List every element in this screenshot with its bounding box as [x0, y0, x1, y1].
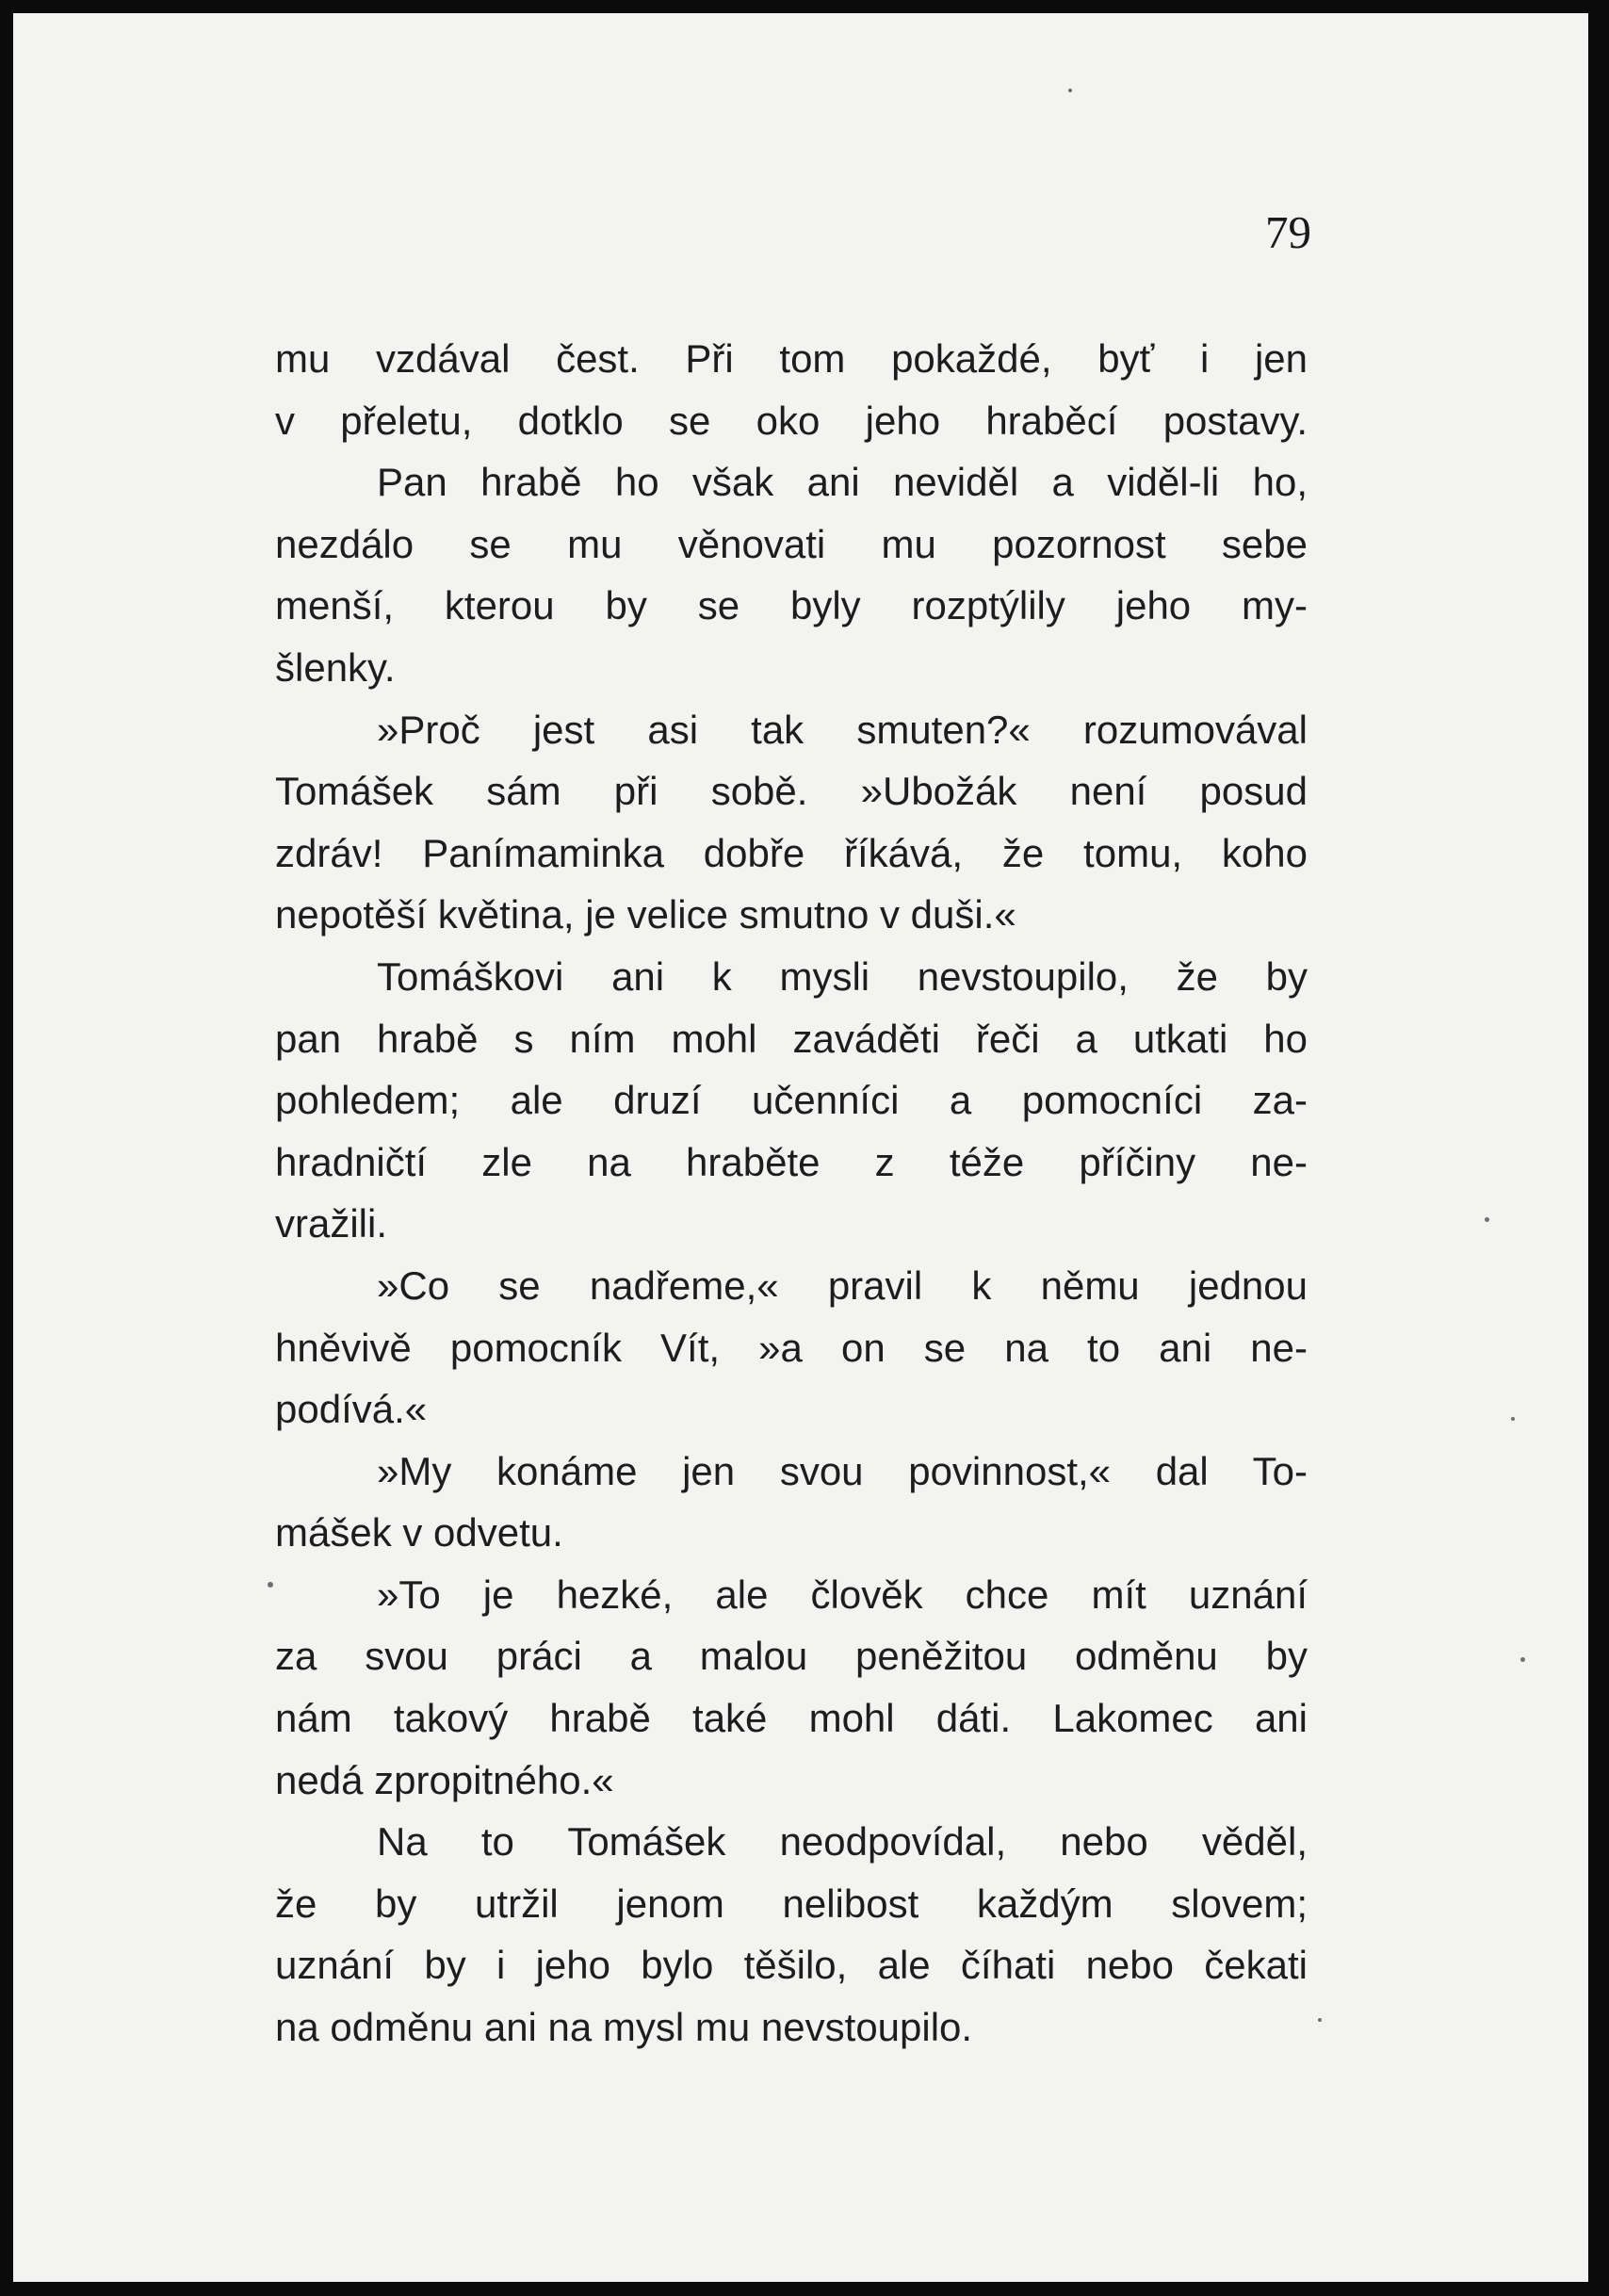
- text-line: že by utržil jenom nelibost každým slovem;: [275, 1881, 1308, 1926]
- text-line: nezdálo se mu věnovati mu pozornost sebe: [275, 521, 1308, 566]
- paper-speck: [1318, 2018, 1322, 2022]
- text-line: »To je hezké, ale člověk chce mít uznání: [377, 1571, 1308, 1617]
- text-line: mu vzdával čest. Při tom pokaždé, byť i jen: [275, 336, 1308, 381]
- text-line: pan hrabě s ním mohl zaváděti řeči a utkati ho: [275, 1016, 1308, 1061]
- paper-speck: [1520, 1657, 1525, 1662]
- text-line: podívá.«: [275, 1387, 428, 1432]
- paper-speck: [1511, 1417, 1515, 1421]
- book-page: [13, 13, 1588, 2282]
- text-line: nám takový hrabě také mohl dáti. Lakomec ani: [275, 1696, 1308, 1741]
- text-line: zdráv! Panímaminka dobře říkává, že tomu, koho: [275, 830, 1308, 875]
- text-line: nedá zpropitného.«: [275, 1757, 614, 1802]
- text-line: na odměnu ani na mysl mu nevstoupilo.: [275, 2005, 973, 2050]
- text-line: pohledem; ale druzí učenníci a pomocníci za-: [275, 1078, 1308, 1123]
- text-line: za svou práci a malou peněžitou odměnu by: [275, 1634, 1308, 1679]
- text-line: nepotěší květina, je velice smutno v duši.«: [275, 892, 1016, 937]
- text-line: »Co se nadřeme,« pravil k němu jednou: [377, 1262, 1308, 1308]
- paper-speck: [1068, 89, 1072, 92]
- text-line: menší, kterou by se byly rozptýlily jeho my-: [275, 583, 1308, 628]
- body-text: [275, 328, 1308, 2059]
- text-line: mášek v odvetu.: [275, 1510, 563, 1555]
- text-line: hradničtí zle na hraběte z téže příčiny ne-: [275, 1139, 1308, 1184]
- text-line: hněvivě pomocník Vít, »a on se na to ani ne-: [275, 1325, 1308, 1370]
- text-line: Pan hrabě ho však ani neviděl a viděl-li ho,: [377, 460, 1308, 505]
- paper-speck: [268, 1582, 273, 1588]
- text-line: v přeletu, dotklo se oko jeho hraběcí postavy.: [275, 398, 1308, 443]
- text-line: šlenky.: [275, 644, 396, 690]
- text-line: Na to Tomášek neodpovídal, nebo věděl,: [377, 1819, 1308, 1864]
- text-line: vražili.: [275, 1201, 388, 1246]
- paper-speck: [1485, 1217, 1489, 1222]
- text-line: Tomáškovi ani k mysli nevstoupilo, že by: [377, 953, 1308, 999]
- text-line: uznání by i jeho bylo těšilo, ale číhati nebo čekati: [275, 1943, 1308, 1988]
- text-line: »My konáme jen svou povinnost,« dal To-: [377, 1448, 1308, 1493]
- text-line: »Proč jest asi tak smuten?« rozumovával: [377, 707, 1308, 752]
- page-number: 79: [1265, 206, 1311, 258]
- text-line: Tomášek sám při sobě. »Ubožák není posud: [275, 769, 1308, 814]
